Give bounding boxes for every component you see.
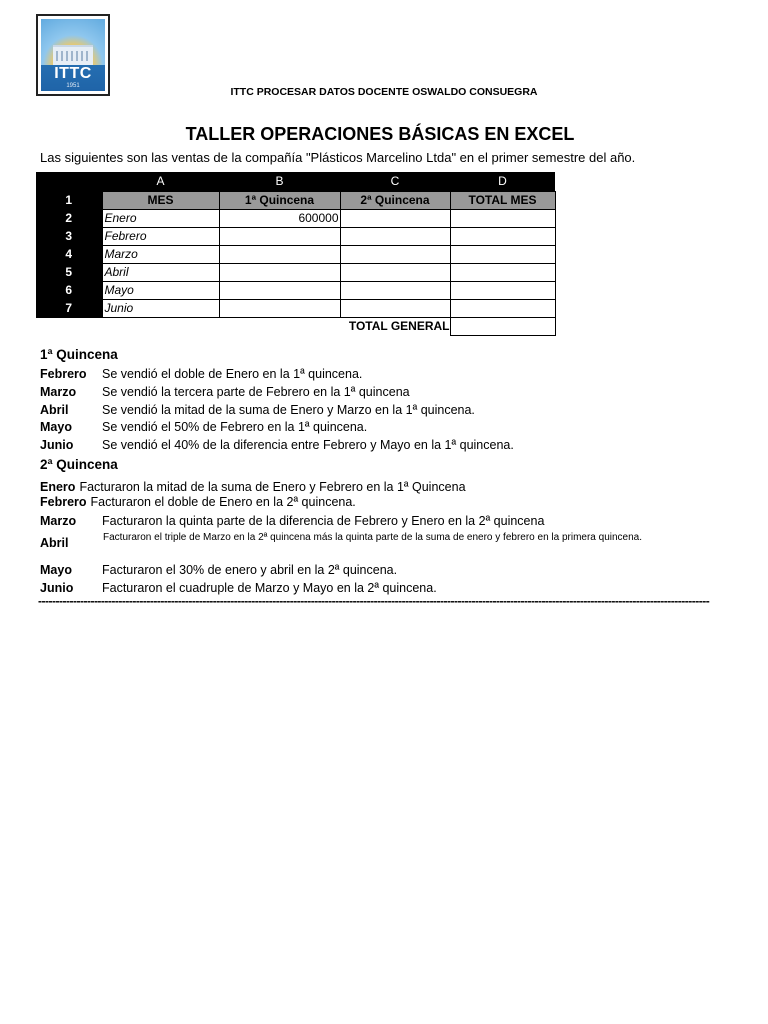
- column-letter-d[interactable]: D: [450, 172, 555, 191]
- column-letters-row: [36, 172, 555, 191]
- corner-cell: [36, 172, 102, 191]
- item-label: Mayo: [40, 420, 72, 434]
- item-label: Junio: [40, 581, 74, 595]
- row-number[interactable]: 4: [36, 245, 102, 263]
- row-number[interactable]: 2: [36, 209, 102, 227]
- q1-item-junio: [40, 438, 514, 452]
- month-cell[interactable]: Abril: [102, 263, 219, 281]
- quincena-2-cell[interactable]: [340, 227, 450, 245]
- q1-item-abril: [40, 403, 475, 417]
- quincena-1-cell[interactable]: [219, 227, 340, 245]
- item-label: Marzo: [40, 514, 77, 528]
- quincena-1-cell[interactable]: 600000: [219, 209, 340, 227]
- logo-year: 1951: [66, 83, 80, 89]
- quincena-1-cell[interactable]: [219, 299, 340, 317]
- total-mes-cell[interactable]: [450, 227, 555, 245]
- table-row: [36, 281, 555, 299]
- item-text: Facturaron el cuadruple de Marzo y Mayo en la 2ª quincena.: [102, 581, 437, 595]
- q2-item-abril: [40, 532, 680, 550]
- row-number[interactable]: 7: [36, 299, 102, 317]
- total-general-cell[interactable]: [450, 317, 555, 335]
- q2-item-junio: [40, 581, 437, 595]
- section-title-quincena-1: 1ª Quincena: [40, 347, 118, 362]
- row-number[interactable]: 3: [36, 227, 102, 245]
- header-quincena-1[interactable]: 1ª Quincena: [219, 191, 340, 209]
- quincena-2-cell[interactable]: [340, 299, 450, 317]
- quincena-2-cell[interactable]: [340, 281, 450, 299]
- item-label: Mayo: [40, 563, 72, 577]
- section-title-quincena-2: 2ª Quincena: [40, 457, 118, 472]
- total-mes-cell[interactable]: [450, 281, 555, 299]
- header-mes[interactable]: MES: [102, 191, 219, 209]
- item-text: Se vendió el doble de Enero en la 1ª quincena.: [102, 367, 363, 381]
- table-row: [36, 245, 555, 263]
- quincena-1-cell[interactable]: [219, 281, 340, 299]
- item-label: Abril: [40, 403, 69, 417]
- row-number[interactable]: 6: [36, 281, 102, 299]
- quincena-1-cell[interactable]: [219, 245, 340, 263]
- row-number[interactable]: 1: [36, 191, 102, 209]
- document-header: ITTC PROCESAR DATOS DOCENTE OSWALDO CONSUEGRA: [230, 86, 538, 98]
- total-mes-cell[interactable]: [450, 209, 555, 227]
- column-letter-a[interactable]: A: [102, 172, 219, 191]
- table-row: [36, 263, 555, 281]
- item-text: Facturaron el 30% de enero y abril en la 2ª quincena.: [102, 563, 398, 577]
- column-letter-c[interactable]: C: [340, 172, 450, 191]
- q2-item-febrero: [40, 495, 356, 509]
- sales-table: [36, 172, 556, 336]
- total-mes-cell[interactable]: [450, 245, 555, 263]
- month-cell[interactable]: Junio: [102, 299, 219, 317]
- q2-item-mayo: [40, 563, 397, 577]
- table-header-row: [36, 191, 555, 209]
- row-number[interactable]: 5: [36, 263, 102, 281]
- month-cell[interactable]: Febrero: [102, 227, 219, 245]
- item-text: Se vendió el 50% de Febrero en la 1ª quincena.: [102, 420, 368, 434]
- month-cell[interactable]: Mayo: [102, 281, 219, 299]
- q2-item-enero: [40, 480, 466, 494]
- logo-text: ITTC: [54, 65, 92, 82]
- q1-item-marzo: [40, 385, 410, 399]
- column-letter-b[interactable]: B: [219, 172, 340, 191]
- item-text: Facturaron el doble de Enero en la 2ª quincena.: [90, 495, 356, 509]
- item-text: Facturaron la mitad de la suma de Enero y Febrero en la 1ª Quincena: [79, 480, 466, 494]
- table-row: [36, 227, 555, 245]
- header-quincena-2[interactable]: 2ª Quincena: [340, 191, 450, 209]
- total-mes-cell[interactable]: [450, 263, 555, 281]
- item-text: Se vendió el 40% de la diferencia entre Febrero y Mayo en la 1ª quincena.: [102, 438, 514, 452]
- item-label: Marzo: [40, 385, 77, 399]
- item-label: Febrero: [40, 495, 87, 509]
- quincena-2-cell[interactable]: [340, 209, 450, 227]
- item-label: Abril: [40, 536, 69, 550]
- intro-text: Las siguientes son las ventas de la compañía "Plásticos Marcelino Ltda" en el primer semestre del año.: [40, 150, 636, 165]
- q1-item-mayo: [40, 420, 367, 434]
- item-label: Enero: [40, 480, 76, 494]
- item-text: Se vendió la tercera parte de Febrero en la 1ª quincena: [102, 385, 410, 399]
- item-text: Facturaron el triple de Marzo en la 2ª quincena más la quinta parte de la suma de enero y febrero en la primera quincena.: [103, 532, 643, 543]
- total-general-row: [36, 317, 555, 335]
- item-label: Junio: [40, 438, 74, 452]
- q2-item-marzo: [40, 514, 544, 528]
- page-title: TALLER OPERACIONES BÁSICAS EN EXCEL: [185, 124, 575, 144]
- q1-item-febrero: [40, 367, 362, 381]
- header-total-mes[interactable]: TOTAL MES: [450, 191, 555, 209]
- item-text: Facturaron la quinta parte de la diferencia de Febrero y Enero en la 2ª quincena: [102, 514, 545, 528]
- total-mes-cell[interactable]: [450, 299, 555, 317]
- item-text: Se vendió la mitad de la suma de Enero y Marzo en la 1ª quincena.: [102, 403, 475, 417]
- table-row: [36, 209, 555, 227]
- quincena-2-cell[interactable]: [340, 245, 450, 263]
- dashed-separator: ------------------------------------------------------------------------------------------------------------------------------------------------------------------------------------------------: [38, 594, 710, 606]
- month-cell[interactable]: Marzo: [102, 245, 219, 263]
- quincena-1-cell[interactable]: [219, 263, 340, 281]
- item-label: Febrero: [40, 367, 87, 381]
- quincena-2-cell[interactable]: [340, 263, 450, 281]
- total-general-label: TOTAL GENERAL: [348, 319, 450, 334]
- month-cell[interactable]: Enero: [102, 209, 219, 227]
- table-row: [36, 299, 555, 317]
- ittc-logo: [36, 14, 110, 96]
